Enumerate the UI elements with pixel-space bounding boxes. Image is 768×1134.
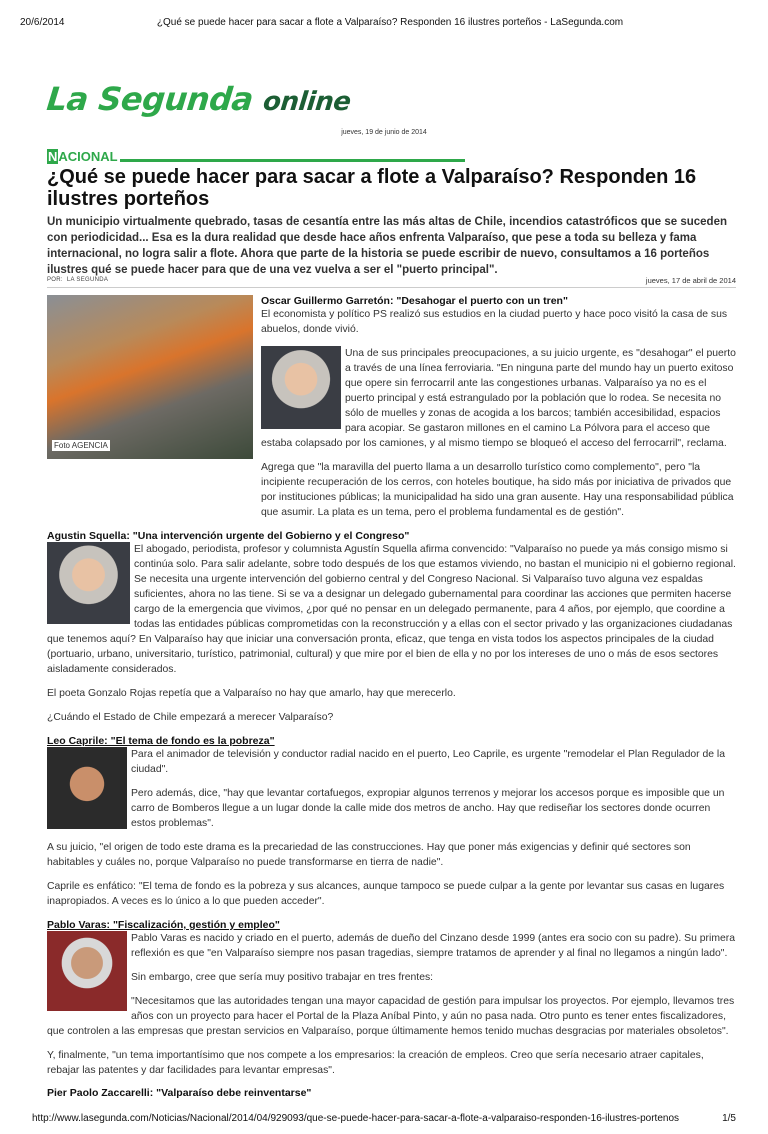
article-lead: Un municipio virtualmente quebrado, tasas de cesantía entre las más altas de Chile, incendios catastróficos que se suceden con periodicidad... Esa es la dura realidad que desde hace años enfrenta Valparaíso, que pese a toda su belleza y fama internacional, no logra salir a flote. Ahora que parte de la historia se puede escribir de nuevo, consultamos a 16 porteños ilustres qué se puede hacer para que de una vez vuelva a ser el "puerto principal".: [47, 216, 727, 276]
article-body: [47, 0, 737, 1099]
para: ¿Cuándo el Estado de Chile empezará a merecer Valparaíso?: [47, 712, 334, 723]
byline: [47, 277, 108, 283]
para: Y, finalmente, "un tema importantísimo que nos compete a los empresarios: la creación de empleos. Creo que sería necesario atraer capitales, rebajar las patentes y dar facilidades para levantar empresas".: [47, 1050, 704, 1076]
para: El abogado, periodista, profesor y columnista Agustín Squella afirma convencido: "Valparaíso no puede ya más consigo mismo si continúa solo. Para salir adelante, sobre todo después de los que estamos viviendo, no bastan el municipio ni el gobierno regional. Se necesita una urgente intervención del gobierno central y del Congreso Nacional. Si Valparaíso tuvo alguna vez espaldas suficientes, ahora no las tiene. Si se va a designar un delegado gubernamental para coordinar las acciones que permiten hacerse cargo de la emergencia que vivimos, ¿por qué no pensar en un delegado permanente, para 4 años, por ejemplo, que coordine a todas las entidades públicas comprometidas con la reconstrucción y a ellas con el sector privado y las organizaciones ciudadanas que tenemos aquí? En Valparaíso hay que iniciar una conversación pronta, eficaz, que tenga en vista todos los aspectos principales de la ciudad (portuario, urbano, universitario, turístico, patrimonial, cultural) y que mire por el bien de ella y no por los intereses de uno o más de esos sectores aisladamente considerados.: [47, 544, 736, 675]
para: Pero además, dice, "hay que levantar cortafuegos, expropiar algunos terrenos y mejorar los accesos porque es imposible que un carro de Bomberos llegue a un lugar donde la calle mide dos metros de ancho. Hay que rediseñar los sectores donde ocurren estos problemas".: [131, 788, 725, 829]
footer-url[interactable]: http://www.lasegunda.com/Noticias/Nacional/2014/04/929093/que-se-puede-hacer-para-sacar-a-flote-a-valparaiso-responden-16-ilustres-portenos: [32, 1113, 680, 1124]
logo-main: La Segunda: [45, 80, 255, 118]
print-footer: [32, 1113, 736, 1124]
print-date: 20/6/2014: [20, 17, 65, 28]
section-nacional[interactable]: [47, 149, 465, 164]
article-title: ¿Qué se puede hacer para sacar a flote a Valparaíso? Responden 16 ilustres porteños: [47, 166, 697, 210]
divider: [47, 287, 736, 288]
heading-squella: Agustin Squella: "Una intervención urgente del Gobierno y el Congreso": [47, 530, 410, 542]
garreton-text: [261, 295, 737, 520]
heading-caprile: Leo Caprile: "El tema de fondo es la pobreza": [47, 735, 275, 747]
section-varas: [47, 919, 737, 1099]
para: Caprile es enfático: "El tema de fondo es la pobreza y sus alcances, aunque tampoco se puede culpar a la gente por levantar sus casas en lugares inapropiados. A veces es lo único a lo que pueden acceder".: [47, 881, 725, 907]
site-date: jueves, 19 de junio de 2014: [341, 129, 427, 136]
section-garreton: [47, 295, 737, 520]
section-label: ACIONAL: [58, 149, 118, 164]
para: El economista y político PS realizó sus estudios en la ciudad puerto y hace poco visitó la casa de sus abuelos, donde vivió.: [261, 309, 728, 335]
para: "Necesitamos que las autoridades tengan una mayor capacidad de gestión para impulsar los proyectos. Por ejemplo, llevamos tres años con un proyecto para hacer el Portal de la Plaza Aníbal Pinto, y aún no pasa nada. Otro punto es tener entes fiscalizadores, que controlen a las empresas que prestan servicios en Valparaíso, porque últimamente hemos tenido muchas desgracias por materiales obsoletos".: [47, 996, 735, 1037]
by-label: POR:: [47, 277, 63, 283]
page-number: 1/5: [722, 1113, 736, 1124]
logo-sub: online: [261, 87, 353, 117]
section-rule: [120, 159, 465, 162]
fire-photo: [47, 295, 253, 459]
section-initial: N: [48, 149, 58, 164]
para: Agrega que "la maravilla del puerto llama a un desarrollo turístico como complemento", pero "la incipiente recuperación de los cerros, con hoteles boutique, ha sido más por iniciativa de privados que por instituciones públicas; la municipalidad ha sido una gran ausente. Hay una responsabilidad pública que asumir. La plata es un tema, pero el problema fundamental es de gestión".: [261, 462, 734, 518]
garreton-portrait: [261, 346, 341, 429]
article-date: jueves, 17 de abril de 2014: [645, 276, 736, 285]
para: Una de sus principales preocupaciones, a su juicio urgente, es "desahogar" el puerto a través de una línea ferroviaria. "En ninguna parte del mundo hay un puerto exitoso que opere sin ferrocarril ante las congestiones urbanas. Valparaíso ya no es el puerto principal y está estrangulado por la población que lo rodea. Se necesita no sólo de muelles y zonas de acogida a los barcos; también accesibilidad, espacios para acopiar. Se gastaron millones en el camino La Pólvora para el acceso que estaba colapsado por los camiones, y al mismo tiempo se bloqueó el acceso del ferrocarril", reclama.: [261, 348, 736, 449]
para: Sin embargo, cree que sería muy positivo trabajar en tres frentes:: [131, 972, 434, 983]
para: Pablo Varas es nacido y criado en el puerto, además de dueño del Cinzano desde 1999 (antes era socio con su padre). Su primera reflexión es que "en Valparaíso siempre nos pasan tragedias, siempre tratamos de aprender y al final no llegamos a ningún lado".: [131, 933, 735, 959]
site-logo[interactable]: [45, 80, 353, 118]
varas-portrait: [47, 931, 127, 1011]
para: A su juicio, "el origen de todo este drama es la precariedad de las construcciones. Hay que poner más exigencias y definir qué sectores son habitables y cuáles no, porque Valparaíso no puede transformarse en tierra de nadie".: [47, 842, 691, 868]
caprile-portrait: [47, 747, 127, 829]
photo-caption: Foto AGENCIA: [54, 441, 108, 450]
author[interactable]: LA SEGUNDA: [66, 277, 109, 283]
fire-photo-wrap: [47, 295, 253, 459]
heading-varas: Pablo Varas: "Fiscalización, gestión y empleo": [47, 919, 280, 931]
section-caprile: [47, 735, 737, 909]
print-title: ¿Qué se puede hacer para sacar a flote a Valparaíso? Responden 16 ilustres porteños - LaSegunda.com: [156, 17, 624, 28]
para: Para el animador de televisión y conductor radial nacido en el puerto, Leo Caprile, es urgente "remodelar el Plan Regulador de la ciudad".: [131, 749, 726, 775]
heading-garreton: Oscar Guillermo Garretón: "Desahogar el puerto con un tren": [261, 295, 568, 307]
para: El poeta Gonzalo Rojas repetía que a Valparaíso no hay que amarlo, hay que merecerlo.: [47, 688, 456, 699]
garreton-quote: [261, 346, 737, 451]
squella-portrait: [47, 542, 130, 624]
section-squella: [47, 530, 737, 725]
heading-zaccarelli: Pier Paolo Zaccarelli: "Valparaíso debe reinventarse": [47, 1087, 312, 1099]
